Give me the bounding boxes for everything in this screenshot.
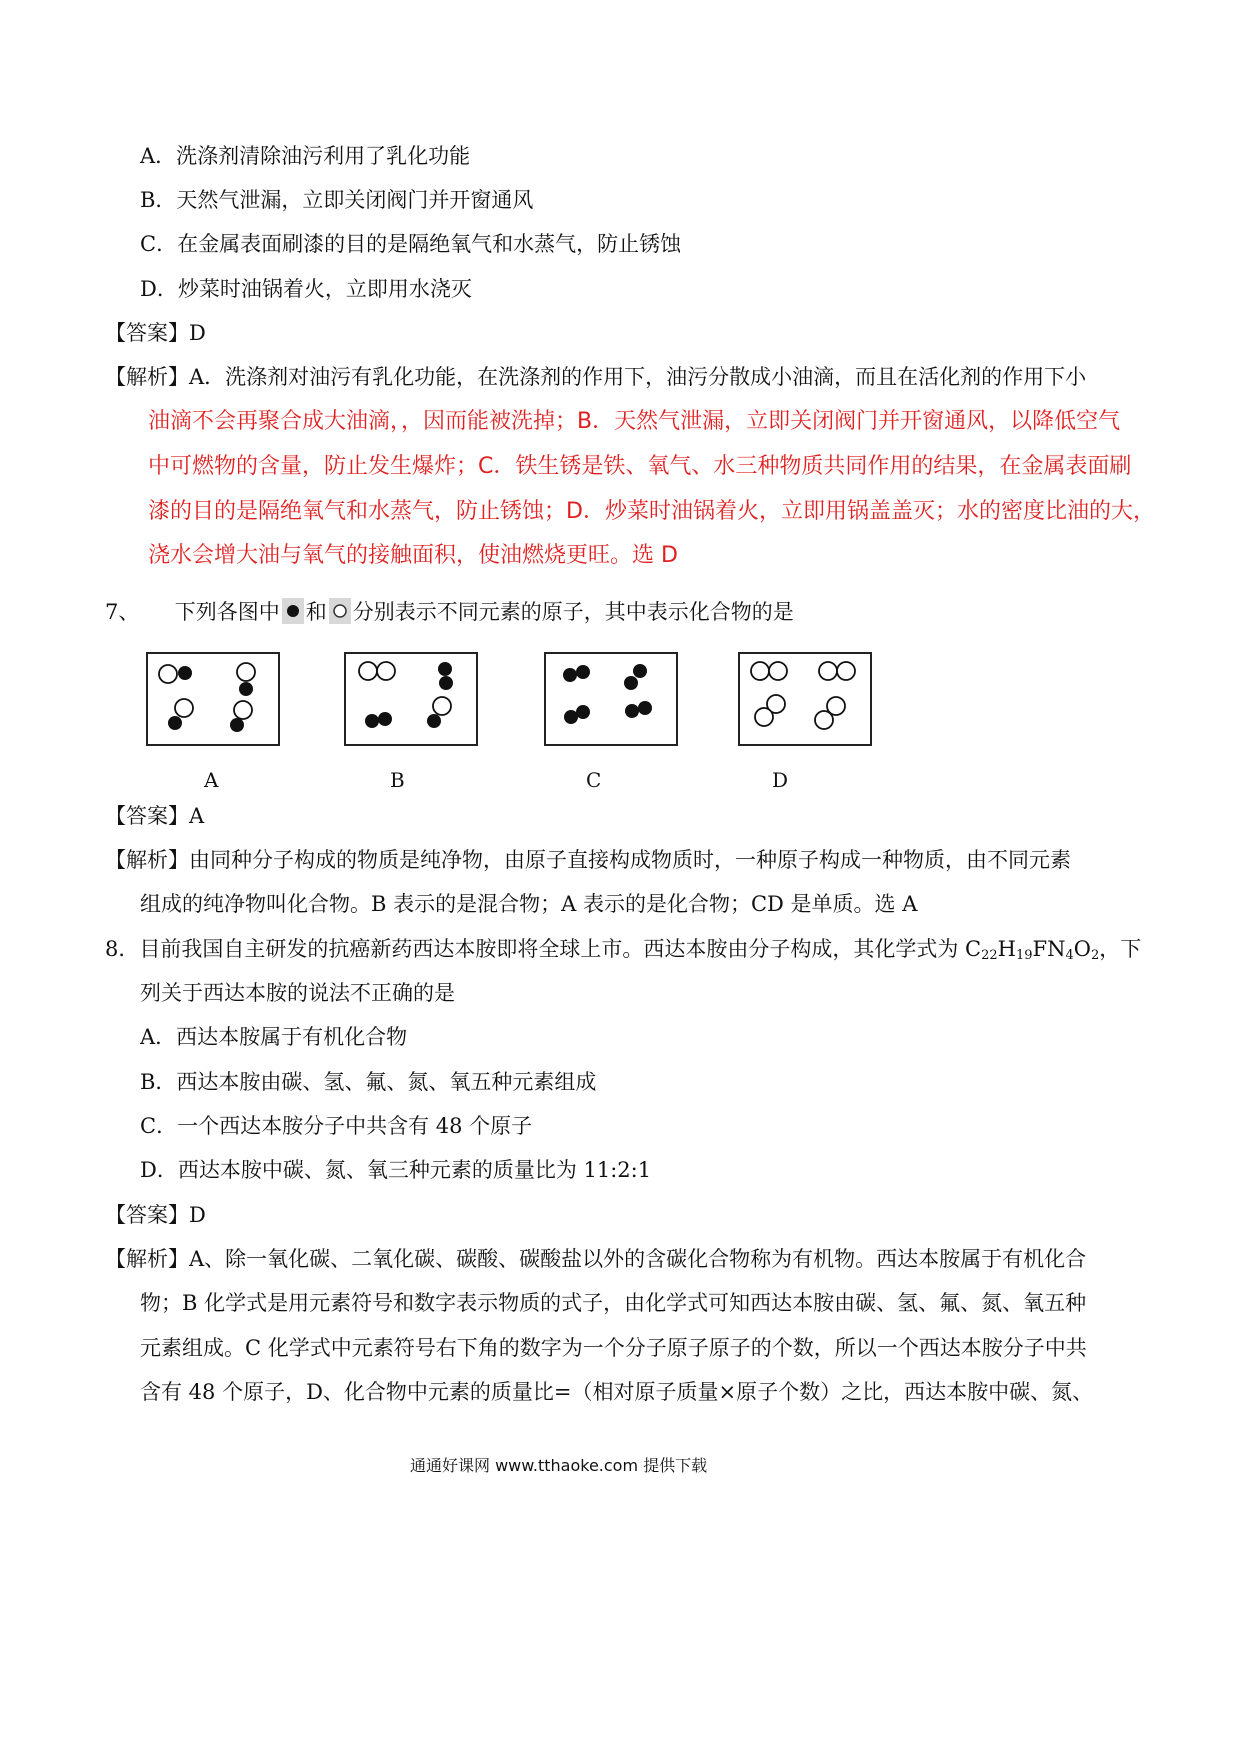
figure-d-molecules bbox=[740, 654, 870, 744]
formula-o: O bbox=[1073, 937, 1091, 961]
figure-a-label: A bbox=[204, 768, 219, 792]
formula-fn: FN bbox=[1032, 937, 1066, 961]
figure-b-label: B bbox=[390, 768, 405, 792]
q8-option-b: B．西达本胺由碳、氢、氟、氮、氧五种元素组成 bbox=[140, 1070, 597, 1094]
q8-answer: 【答案】D bbox=[105, 1203, 206, 1227]
q7-stem-part3: 分别表示不同元素的原子，其中表示化合物的是 bbox=[352, 600, 794, 624]
formula-h: H bbox=[997, 937, 1016, 961]
q6-option-c: C．在金属表面刷漆的目的是隔绝氧气和水蒸气，防止锈蚀 bbox=[140, 232, 682, 256]
q6-analysis-first: 【解析】A．洗涤剂对油污有乳化功能，在洗涤剂的作用下，油污分散成小油滴，而且在活化剂的作用下小 bbox=[105, 365, 1087, 389]
q6-analysis-red-2: 中可燃物的含量，防止发生爆炸；C．铁生锈是铁、氧气、水三种物质共同作用的结果，在金属表面刷 bbox=[148, 454, 1132, 479]
q8-stem-line2: 列关于西达本胺的说法不正确的是 bbox=[140, 981, 455, 1005]
figure-b-box bbox=[344, 652, 478, 746]
formula-sub-n: 4 bbox=[1065, 948, 1074, 963]
q6-option-d: D．炒菜时油锅着火，立即用水浇灭 bbox=[140, 277, 472, 301]
black-atom-icon bbox=[282, 598, 304, 624]
q8-stem-tail: ，下 bbox=[1099, 937, 1142, 961]
figure-d-label: D bbox=[772, 768, 789, 792]
white-atom-icon bbox=[329, 598, 351, 624]
q7-analysis-2: 组成的纯净物叫化合物。B 表示的是混合物；A 表示的是化合物；CD 是单质。选 A bbox=[140, 892, 918, 916]
figure-a-box bbox=[146, 652, 280, 746]
q6-analysis-red-1: 油滴不会再聚合成大油滴，，因而能被洗掉；B．天然气泄漏，立即关闭阀门并开窗通风，以降低空气 bbox=[148, 409, 1121, 434]
formula-sub-h: 19 bbox=[1015, 948, 1033, 963]
q8-analysis-2: 物；B 化学式是用元素符号和数字表示物质的式子，由化学式可知西达本胺由碳、氢、氟、氮、氧五种 bbox=[140, 1291, 1087, 1315]
figure-c-box bbox=[544, 652, 678, 746]
figure-c-molecules bbox=[546, 654, 676, 744]
q7-number: 7、 bbox=[105, 600, 140, 624]
q8-analysis-3: 元素组成。C 化学式中元素符号右下角的数字为一个分子原子原子的个数，所以一个西达本胺分子中共 bbox=[140, 1336, 1087, 1360]
figure-b-molecules bbox=[346, 654, 476, 744]
q7-stem-part1: 下列各图中 bbox=[174, 600, 280, 624]
q7-answer: 【答案】A bbox=[105, 804, 205, 828]
figure-a-molecules bbox=[148, 654, 278, 744]
q8-option-c: C．一个西达本胺分子中共含有 48 个原子 bbox=[140, 1114, 533, 1138]
q8-stem-line1 bbox=[105, 939, 1141, 962]
page-footer: 通通好课网 www.tthaoke.com 提供下载 bbox=[410, 1456, 708, 1475]
q8-stem-text: 8．目前我国自主研发的抗癌新药西达本胺即将全球上市。西达本胺由分子构成，其化学式为 C bbox=[105, 937, 982, 961]
q6-option-b: B．天然气泄漏，立即关闭阀门并开窗通风 bbox=[140, 188, 534, 212]
q8-option-d: D．西达本胺中碳、氮、氧三种元素的质量比为 11:2:1 bbox=[140, 1158, 652, 1182]
q8-analysis-1: 【解析】A、除一氧化碳、二氧化碳、碳酸、碳酸盐以外的含碳化合物称为有机物。西达本胺属于有机化合 bbox=[105, 1247, 1087, 1271]
q8-analysis-4: 含有 48 个原子，D、化合物中元素的质量比=（相对原子质量×原子个数）之比，西达本胺中碳、氮、 bbox=[140, 1380, 1094, 1404]
q6-answer: 【答案】D bbox=[105, 321, 206, 345]
figure-c-label: C bbox=[586, 768, 602, 792]
q6-option-a: A．洗涤剂清除油污利用了乳化功能 bbox=[140, 144, 471, 168]
q8-option-a: A．西达本胺属于有机化合物 bbox=[140, 1025, 408, 1049]
q7-stem bbox=[105, 598, 794, 624]
q6-analysis-red-3: 漆的目的是隔绝氧气和水蒸气，防止锈蚀；D．炒菜时油锅着火，立即用锅盖盖灭；水的密度比油的大， bbox=[148, 499, 1155, 524]
q6-analysis-red-4: 浇水会增大油与氧气的接触面积，使油燃烧更旺。选 D bbox=[148, 543, 678, 568]
q7-analysis-1: 【解析】由同种分子构成的物质是纯净物，由原子直接构成物质时，一种原子构成一种物质，由不同元素 bbox=[105, 848, 1071, 872]
formula-sub-o: 2 bbox=[1090, 948, 1100, 963]
formula-sub-c: 22 bbox=[981, 948, 998, 963]
q7-stem-part2: 和 bbox=[305, 600, 327, 624]
figure-d-box bbox=[738, 652, 872, 746]
